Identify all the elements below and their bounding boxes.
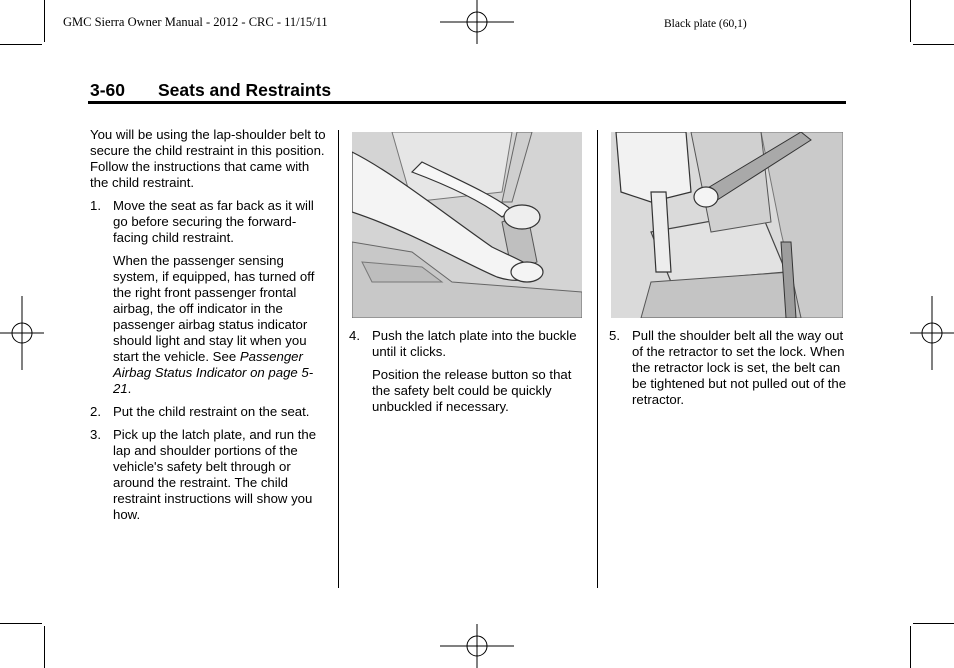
step-text: Put the child restraint on the seat. bbox=[113, 404, 310, 419]
cross-reference-link[interactable]: Passenger Airbag Status Indicator on page 5-21 bbox=[113, 349, 314, 396]
shoulder-belt-illustration bbox=[611, 132, 843, 318]
column-1 bbox=[90, 127, 330, 530]
step-number: 1. bbox=[90, 198, 101, 213]
page-number: 3-60 bbox=[90, 80, 126, 100]
crop-mark bbox=[913, 44, 954, 45]
section-heading bbox=[90, 80, 331, 101]
crop-mark bbox=[910, 626, 911, 668]
registration-mark-left bbox=[0, 296, 44, 370]
section-title: Seats and Restraints bbox=[158, 80, 332, 100]
step-4 bbox=[349, 328, 589, 360]
intro-paragraph: You will be using the lap-shoulder belt to secure the child restraint in this position. Follow the instructions that came with the child restraint. bbox=[90, 127, 326, 190]
step-text: Pull the shoulder belt all the way out of the retractor to set the lock. When the retractor lock is set, the belt can be tightened but not pulled out of the retractor. bbox=[632, 328, 847, 407]
step-3 bbox=[90, 427, 330, 523]
crop-mark bbox=[0, 44, 42, 45]
note-text: When the passenger sensing system, if equipped, has turned off the right front passenger frontal airbag, the off indicator in the passenger airbag status indicator should light and stay lit when you start the vehicle. See bbox=[113, 253, 315, 364]
crop-mark bbox=[913, 623, 954, 624]
column-2 bbox=[349, 328, 589, 422]
manual-header: GMC Sierra Owner Manual - 2012 - CRC - 11/15/11 bbox=[63, 15, 328, 29]
heading-rule bbox=[88, 101, 846, 104]
step-text: Pick up the latch plate, and run the lap and shoulder portions of the vehicle's safety belt through or around the restraint. The child restraint instructions will show you how. bbox=[113, 427, 317, 522]
step-number: 3. bbox=[90, 427, 101, 442]
crop-mark bbox=[0, 623, 42, 624]
step-2 bbox=[90, 404, 330, 420]
column-divider bbox=[597, 130, 598, 588]
column-3 bbox=[609, 328, 849, 415]
column-divider bbox=[338, 130, 339, 588]
step-number: 2. bbox=[90, 404, 101, 419]
step-number: 4. bbox=[349, 328, 360, 343]
step-number: 5. bbox=[609, 328, 620, 343]
latch-buckle-illustration bbox=[352, 132, 582, 318]
registration-mark-right bbox=[910, 296, 954, 370]
step-4-note: Position the release button so that the safety belt could be quickly unbuckled if necessary. bbox=[372, 367, 572, 414]
step-5 bbox=[609, 328, 849, 408]
crop-mark bbox=[44, 626, 45, 668]
plate-label: Black plate (60,1) bbox=[664, 18, 747, 30]
step-text: Push the latch plate into the buckle until it clicks. bbox=[372, 328, 577, 359]
registration-mark-top bbox=[440, 0, 514, 44]
crop-mark bbox=[44, 0, 45, 42]
step-1-note bbox=[90, 253, 330, 397]
note-end: . bbox=[127, 381, 132, 396]
registration-mark-bottom bbox=[440, 624, 514, 668]
step-1 bbox=[90, 198, 330, 246]
step-text: Move the seat as far back as it will go before securing the forward-facing child restraint. bbox=[113, 198, 314, 245]
crop-mark bbox=[910, 0, 911, 42]
